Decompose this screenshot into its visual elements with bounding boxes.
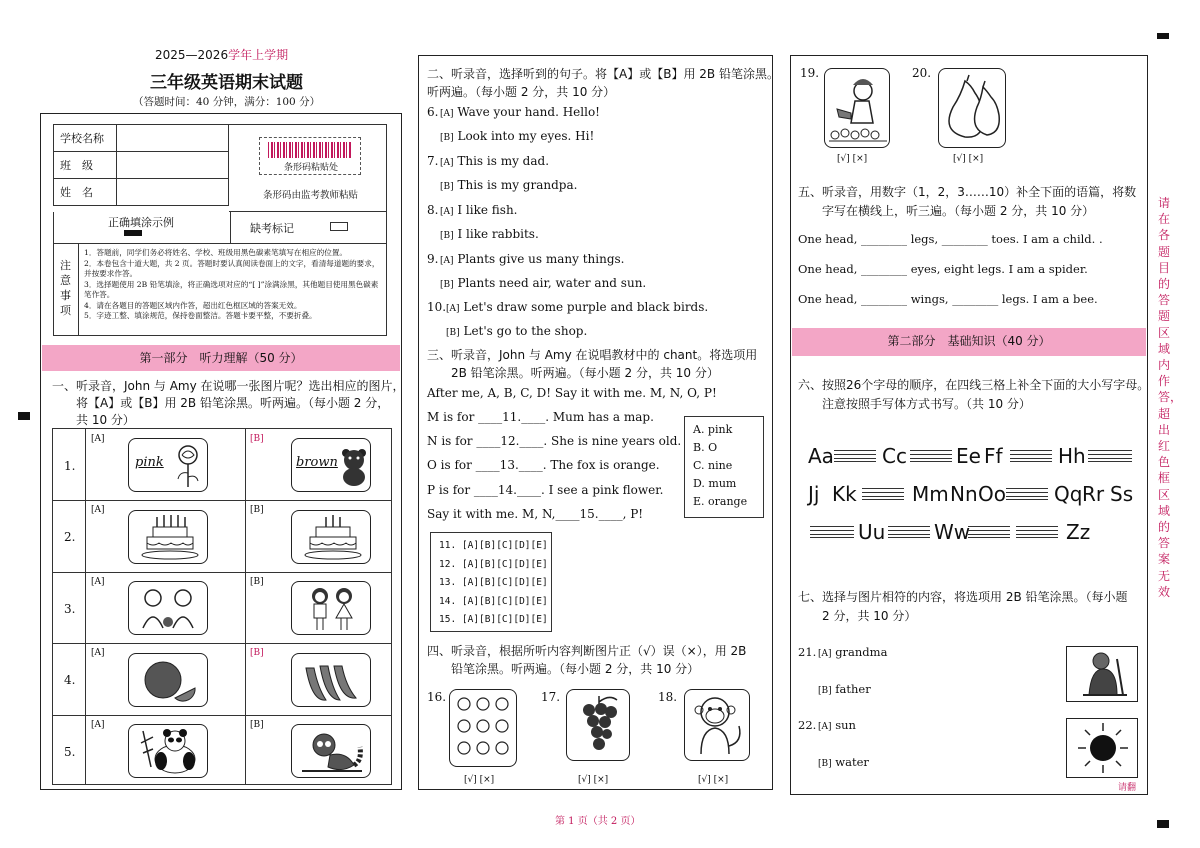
answer-row[interactable]: 13. [A][B][C][D][E] [439,577,548,588]
q4-num: 17. [541,690,561,704]
cake-icon [139,513,199,561]
q7-option-a[interactable] [818,718,856,732]
registration-mark [1157,33,1169,39]
class-field[interactable] [117,152,229,179]
tag-a: [A] [440,256,454,266]
q2-option-a[interactable] [440,105,600,119]
writing-lines[interactable] [968,526,1010,538]
answer-row[interactable]: 12. [A][B][C][D][E] [439,558,548,570]
chant-line: N is for ____12.____. She is nine years old. [427,434,682,448]
monkey-picture [684,689,750,761]
q1-title-line: 将【A】或【B】用 2B 铅笔涂黑。听两遍。（每小题 2 分， [76,396,390,410]
chant-line: P is for ____14.____. I see a pink flower. [427,483,664,497]
q2-option-b[interactable] [446,324,587,338]
q4-mark[interactable]: [√] [×] [837,154,868,164]
part2-band: 第二部分 基础知识（40 分） [792,328,1146,356]
notice-box [53,244,387,336]
q2-option-b[interactable] [440,129,594,143]
school-field[interactable] [117,125,229,152]
q4-num: 20. [912,66,932,80]
notice-item: 3．选择题使用 2B 铅笔填涂，将正确选项对应的“[ ]”涂满涂黑，其他题目使用黑色碳素笔作答。 [84,279,379,299]
q6-title [798,376,1149,414]
q1-title-line: 一、听录音，John 与 Amy 在说哪一张图片呢？选出相应的图片， [52,379,405,393]
letter-pair: Cc [882,444,907,468]
q4-title [427,642,746,678]
absent-label: 缺考标记 [250,222,294,235]
q4-num: 19. [800,66,820,80]
word-brown: brown [296,455,338,470]
q2-text-a: Plants give us many things. [457,252,625,266]
option-b[interactable]: [B] [250,505,264,515]
children-playing-picture [128,581,208,635]
q2-text-a: Wave your hand. Hello! [457,105,600,119]
letter-pair: Ee [956,444,981,468]
q5-line[interactable]: One head, ________ eyes, eight legs. I am a spider. [798,262,1088,276]
fill-row [53,212,387,244]
term: 学年上学期 [228,48,289,62]
writing-lines[interactable] [888,526,930,538]
grapes-picture [566,689,630,761]
writing-lines[interactable] [862,488,904,500]
letter-pair: Kk [832,482,857,506]
turn-page-note: 请翻 [1118,783,1137,793]
q2-num: 6. [427,105,439,119]
letter-pair: Zz [1066,520,1091,544]
q2-title-line: 二、听录音，选择听到的句子。将【A】或【B】用 2B 铅笔涂黑。 [427,67,779,81]
red-panda-icon [300,729,364,775]
tag-b: [B] [818,759,832,769]
q4-mark[interactable]: [√] [×] [698,775,729,785]
q7-text-b: water [835,755,869,769]
notice-item: 5．字迹工整、填涂规范，保持卷面整洁。答题卡要平整，不要折叠。 [84,311,317,320]
rose-icon [173,443,203,489]
option-a[interactable]: [A] [91,648,105,658]
fill-example-mark [124,230,142,236]
q7-title-line: 七、选择与图片相符的内容，将选项用 2B 铅笔涂黑。（每小题 [798,590,1128,604]
answer-row[interactable]: 14. [A][B][C][D][E] [439,595,548,607]
tag-a: [A] [446,304,460,314]
word-pink: pink [135,455,164,470]
q1-num: 2. [64,530,76,544]
q1-num: 3. [64,602,76,616]
tag-b: [B] [440,182,454,192]
letter-pair: Jj [808,482,820,506]
q2-text-b: Plants need air, water and sun. [457,276,647,290]
q4-num: 18. [658,690,678,704]
tag-a: [A] [818,649,832,659]
part1-band: 第一部分 听力理解（50 分） [42,345,400,371]
letter-pair: Uu [858,520,886,544]
student-info-table [53,124,229,206]
name-field[interactable] [117,179,229,206]
panda-icon [137,727,201,775]
notice-item: 4．请在各题目的答题区域内作答，超出红色框区域的答案无效。 [84,300,302,310]
q2-option-b[interactable] [440,276,646,290]
q4-mark[interactable]: [√] [×] [464,775,495,785]
fill-example-label: 正确填涂示例 [108,216,174,229]
tag-b: [B] [440,133,454,143]
q5-line[interactable]: One head, ________ wings, ________ legs. I am a bee. [798,292,1098,306]
writing-lines[interactable] [1010,450,1052,462]
q7-option-b[interactable] [818,682,871,696]
letter-pair: Nn [950,482,978,506]
banana-icon [300,658,364,704]
children-icon [298,584,366,632]
letter-pair: Qq [1054,482,1083,506]
tag-a: [A] [440,158,454,168]
q2-option-b[interactable] [440,227,539,241]
q2-text-a: I like fish. [457,203,518,217]
chant-line: After me, A, B, C, D! Say it with me. M, N, O, P! [427,386,717,400]
letter-pair: Oo [978,482,1006,506]
q2-option-a[interactable] [440,154,549,168]
q6-title-line: 六、按照26个字母的顺序，在四线三格上补全下面的大小写字母。 [798,378,1150,392]
q3-option: C. nine [693,459,733,472]
q2-num: 9. [427,252,439,266]
year: 2025—2026 [155,48,229,62]
orange-icon [139,658,199,704]
tag-a: [A] [440,109,454,119]
q4-mark[interactable]: [√] [×] [578,775,609,785]
writing-lines[interactable] [1016,526,1058,538]
panda-picture [128,724,208,778]
option-a[interactable]: [A] [91,577,105,587]
notice-item: 1．答题前，同学们务必将姓名、学校、班级用黑色碳素笔填写在相应的位置。 [84,248,348,257]
grandma-picture [1066,646,1138,702]
q7-text-a: grandma [835,645,888,659]
notice-label: 注意事项 [60,259,71,317]
q4-title-line: 铅笔涂黑。听两遍。（每小题 2 分，共 10 分） [451,662,700,676]
girl-watering-icon [829,73,887,145]
exam-title: 三年级英语期末试题 [150,73,303,93]
q6-title-line: 注意按照手写体方式书写。（共 10 分） [822,397,1031,411]
q2-num: 10. [427,300,447,314]
tag-b: [B] [440,231,454,241]
chant-line: O is for ____13.____. The fox is orange. [427,458,660,472]
q5-title-line: 五、听录音，用数字（1，2，3……10）补全下面的语篇，将数 [798,185,1137,199]
q7-num: 22. [798,718,817,732]
q4-num: 16. [427,690,447,704]
answer-row[interactable]: 15. [A][B][C][D][E] [439,614,548,625]
tag-b: [B] [446,328,460,338]
children-standing-picture [291,581,371,635]
option-b[interactable]: [B] [250,648,264,658]
q5-title-line: 字写在横线上，听三遍。（每小题 2 分，共 10 分） [822,204,1095,218]
tag-a: [A] [440,207,454,217]
pears-picture [938,68,1006,148]
red-panda-picture [291,724,371,778]
q7-text-b: father [835,682,871,696]
option-b[interactable]: [B] [250,577,264,587]
writing-lines[interactable] [1006,488,1048,500]
cake-picture-a [128,510,208,564]
q1-title [52,378,405,429]
q3-option: A. pink [693,423,733,436]
banana-picture [291,653,371,707]
pear-icon [945,73,1001,143]
q3-title-line: 三、听录音，John 与 Amy 在说唱教材中的 chant。将选项用 [427,348,758,362]
exam-year [155,46,288,63]
q3-title [427,346,757,382]
cake-picture-b [291,510,371,564]
children-icon [135,586,203,632]
barcode-note: 条形码由监考教师粘贴 [263,190,359,201]
q3-option: E. orange [693,495,748,508]
q3-answer-box [430,532,552,632]
q1-num: 4. [64,673,76,687]
option-a[interactable]: [A] [91,434,105,444]
option-a[interactable]: [A] [91,505,105,515]
q1-num: 1. [64,459,76,473]
school-label: 学校名称 [54,125,117,152]
writing-lines[interactable] [910,450,952,462]
grapes-icon [577,694,621,756]
q7-title [798,588,1128,626]
sun-icon [1075,721,1131,775]
writing-lines[interactable] [810,526,854,538]
q2-option-b[interactable] [440,178,577,192]
q1-grid [52,428,392,785]
pink-rose-picture [128,438,208,492]
absent-checkbox[interactable] [330,222,348,231]
answer-row[interactable]: 11. [A][B][C][D][E] [439,540,548,551]
option-b[interactable]: [B] [250,434,264,444]
side-warning: 请在各题目的答题区域内作答，超出红色框区域的答案无效 [1158,196,1183,599]
tag-a: [A] [818,722,832,732]
letter-pair: Ss [1110,482,1134,506]
q2-num: 7. [427,154,439,168]
letter-pair: Hh [1058,444,1086,468]
tag-b: [B] [818,686,832,696]
orange-picture [128,653,208,707]
chant-line: M is for ____11.____. Mum has a map. [427,410,654,424]
q2-option-a[interactable] [440,203,517,217]
q2-text-a: This is my dad. [457,154,550,168]
registration-mark [18,412,30,420]
girl-watering-picture [824,68,890,148]
barcode-icon [259,137,361,175]
q2-option-a[interactable] [446,300,708,314]
tag-b: [B] [440,280,454,290]
barcode-label: 条形码粘贴处 [284,163,339,173]
barcode-area [229,124,387,212]
letter-pair: Aa [808,444,834,468]
q7-option-a[interactable] [818,645,887,659]
registration-mark [1157,820,1169,828]
q3-title-line: 2B 铅笔涂黑。听两遍。（每小题 2 分，共 10 分） [451,366,719,380]
monkey-icon [691,694,745,756]
q7-title-line: 2 分，共 10 分） [822,609,917,623]
option-b[interactable]: [B] [250,720,264,730]
q2-text-b: Look into my eyes. Hi! [457,129,595,143]
cats-picture [449,689,517,767]
cake-icon [302,513,362,561]
time-note: （答题时间：40 分钟，满分：100 分） [133,96,321,108]
sun-picture [1066,718,1138,778]
q3-options-box [684,416,764,518]
chant-line: Say it with me. M, N,____15.____, P! [427,507,644,521]
notice-item: 2．本卷包含十道大题，共 2 页。答题时要认真阅读卷面上的文字，看清每道题的要求，并按要求作答。 [84,258,380,278]
q2-text-b: Let's go to the shop. [463,324,588,338]
q7-text-a: sun [835,718,856,732]
q5-title [798,183,1136,221]
name-label: 姓 名 [54,179,117,206]
letter-pair: Ww [934,520,971,544]
q2-title-line: 听两遍。（每小题 2 分，共 10 分） [427,85,616,99]
q2-text-a: Let's draw some purple and black birds. [463,300,709,314]
q2-text-b: I like rabbits. [457,227,539,241]
q2-text-b: This is my grandpa. [457,178,578,192]
q7-num: 21. [798,645,817,659]
class-label: 班 级 [54,152,117,179]
q7-option-b[interactable] [818,755,869,769]
letter-pair: Mm [912,482,949,506]
cats-icon [454,694,512,762]
letter-pair: Rr [1082,482,1105,506]
grandma-icon [1075,649,1131,699]
q2-option-a[interactable] [440,252,625,266]
notice-list [84,248,384,322]
brown-bear-picture [291,438,371,492]
q5-line[interactable]: One head, ________ legs, ________ toes. I am a child. . [798,232,1103,246]
page-number: 第 1 页（共 2 页） [555,816,641,827]
q2-title [427,65,779,101]
q1-num: 5. [64,745,76,759]
writing-lines[interactable] [834,450,876,462]
letter-pair: Ff [984,444,1003,468]
bear-icon [340,447,368,487]
q3-option: B. O [693,441,718,454]
q2-num: 8. [427,203,439,217]
q1-title-line: 共 10 分） [76,413,135,427]
q4-mark[interactable]: [√] [×] [953,154,984,164]
writing-lines[interactable] [1088,450,1132,462]
option-a[interactable]: [A] [91,720,105,730]
q3-option: D. mum [693,477,737,490]
q4-title-line: 四、听录音，根据所听内容判断图片正（√）误（×），用 2B [427,644,747,658]
